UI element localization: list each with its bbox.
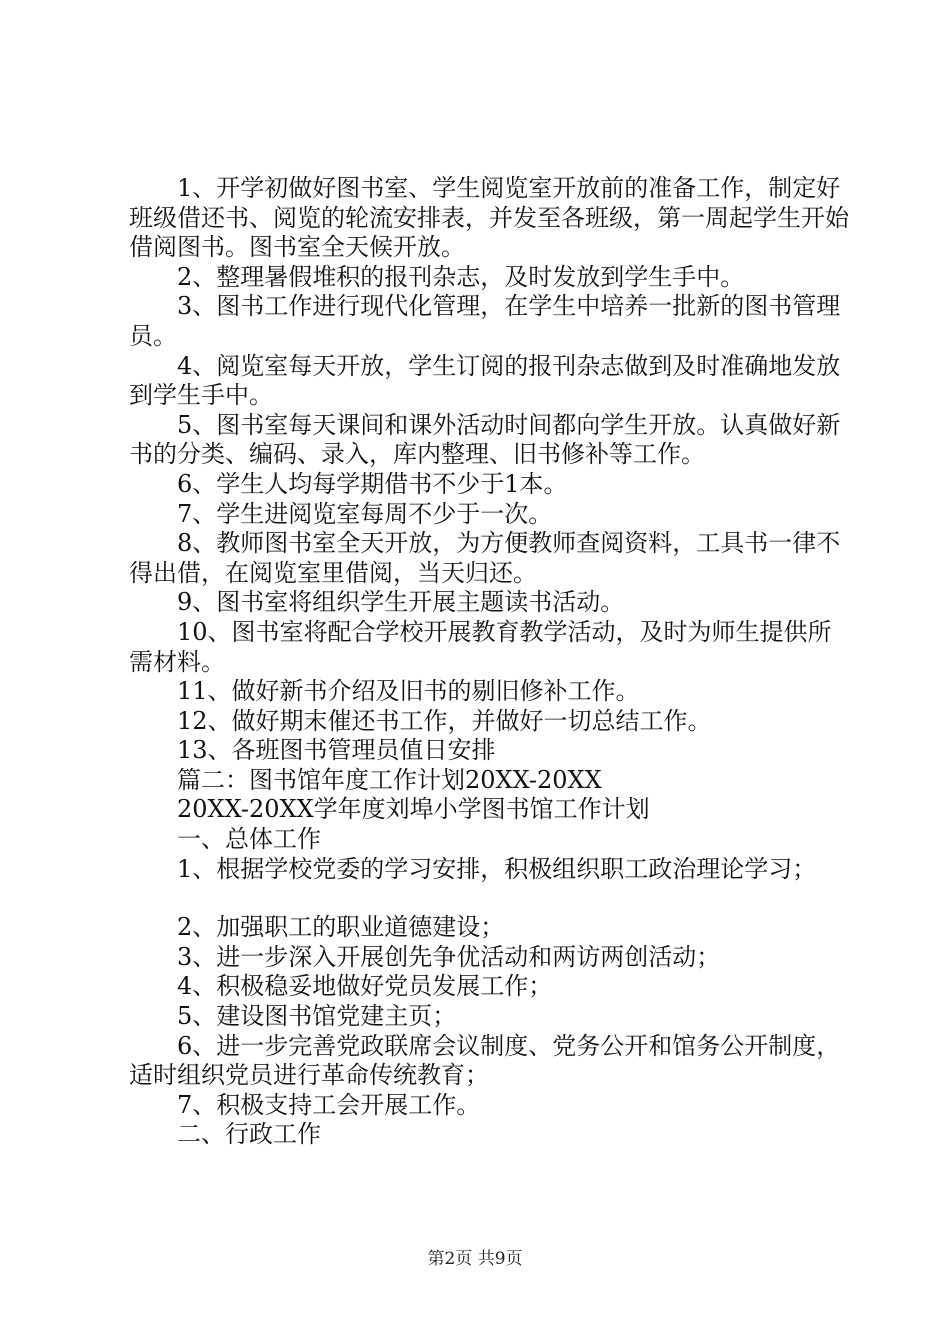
paragraph: 4、积极稳妥地做好党员发展工作； <box>177 972 553 1001</box>
paragraph: 10、图书室将配合学校开展教育教学活动，及时为师生提供所需材料。 <box>129 617 832 676</box>
paragraph: 3、图书工作进行现代化管理，在学生中培养一批新的图书管理员。 <box>129 292 841 350</box>
paragraph: 2、加强职工的职业道德建设； <box>177 913 505 942</box>
paragraph: 4、阅览室每天开放，学生订阅的报刊杂志做到及时准确地发放到学生手中。 <box>129 351 841 410</box>
page-footer <box>0 1244 950 1269</box>
paragraph: 1、根据学校党委的学习安排，积极组织职工政治理论学习； <box>177 854 817 883</box>
paragraph: 2、整理暑假堆积的报刊杂志，及时发放到学生手中。 <box>177 262 745 291</box>
document-title: 20XX-20XX学年度刘埠小学图书馆工作计划 <box>177 795 650 824</box>
paragraph: 7、积极支持工会开展工作。 <box>177 1090 481 1119</box>
page-number: 第2页 共9页 <box>427 1249 523 1269</box>
paragraph: 9、图书室将组织学生开展主题读书活动。 <box>177 588 625 617</box>
paragraph: 8、教师图书室全天开放，为方便教师查阅资料，工具书一律不得出借，在阅览室里借阅，当天归还。 <box>129 529 841 587</box>
paragraph: 11、做好新书介绍及旧书的剔旧修补工作。 <box>177 677 640 706</box>
paragraph: 12、做好期末催还书工作，并做好一切总结工作。 <box>177 706 712 735</box>
paragraph: 13、各班图书管理员值日安排 <box>177 736 496 765</box>
paragraph: 5、图书室每天课间和课外活动时间都向学生开放。认真做好新书的分类、编码、录入，库内整理、旧书修补等工作。 <box>129 410 841 469</box>
paragraph: 5、建设图书馆党建主页； <box>177 1002 457 1031</box>
paragraph: 6、学生人均每学期借书不少于1本。 <box>177 469 568 498</box>
paragraph: 6、进一步完善党政联席会议制度、党务公开和馆务公开制度，适时组织党员进行革命传统教育； <box>129 1031 841 1090</box>
section-heading: 二、行政工作 <box>177 1120 321 1149</box>
document-body <box>129 174 849 1150</box>
section-heading: 篇二：图书馆年度工作计划20XX-20XX <box>177 765 602 794</box>
section-heading: 一、总体工作 <box>177 825 321 854</box>
paragraph: 3、进一步深入开展创先争优活动和两访两创活动； <box>177 942 721 971</box>
paragraph: 1、开学初做好图书室、学生阅览室开放前的准备工作，制定好班级借还书、阅览的轮流安排表，并发至各班级，第一周起学生开始借阅图书。图书室全天候开放。 <box>129 174 849 262</box>
paragraph: 7、学生进阅览室每周不少于一次。 <box>177 499 553 528</box>
